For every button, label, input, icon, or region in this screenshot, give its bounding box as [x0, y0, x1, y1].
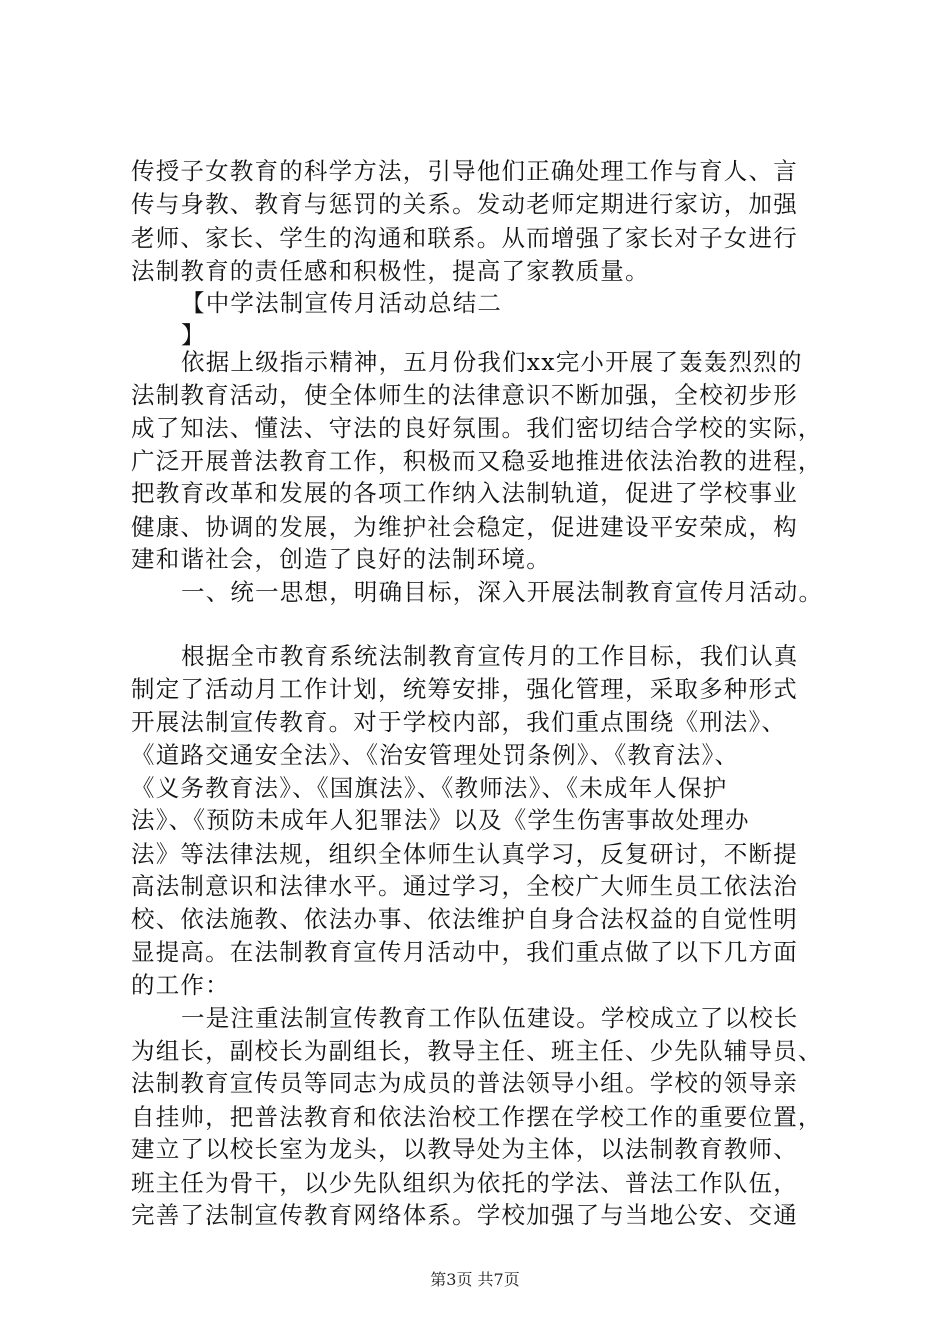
- text-line: 法制教育宣传员等同志为成员的普法领导小组。学校的领导亲: [131, 1069, 798, 1097]
- text-line: 建立了以校长室为龙头，以教导处为主体，以法制教育教师、: [131, 1135, 798, 1163]
- text-line: 法》、《预防未成年人犯罪法》以及《学生伤害事故处理办: [131, 806, 750, 834]
- text-line: 法制教育的责任感和积极性，提高了家教质量。: [131, 257, 650, 285]
- text-line: 广泛开展普法教育工作，积极而又稳妥地推进依法治教的进程，: [131, 447, 823, 475]
- section-heading-bracket: 】: [181, 321, 206, 349]
- text-line: 高法制意识和法律水平。通过学习，全校广大师生员工依法治: [131, 872, 798, 900]
- text-line: 自挂帅，把普法教育和依法治校工作摆在学校工作的重要位置，: [131, 1103, 823, 1131]
- text-line: 《义务教育法》、《国旗法》、《教师法》、《未成年人保护: [131, 774, 728, 802]
- text-line: 根据全市教育系统法制教育宣传月的工作目标，我们认真: [181, 642, 799, 670]
- text-line: 成了知法、懂法、守法的良好氛围。我们密切结合学校的实际，: [131, 414, 823, 442]
- text-line: 完善了法制宣传教育网络体系。学校加强了与当地公安、交通: [131, 1201, 798, 1229]
- text-line: 开展法制宣传教育。对于学校内部，我们重点围绕《刑法》、: [131, 708, 787, 736]
- text-line: 依据上级指示精神，五月份我们xx完小开展了轰轰烈烈的: [181, 348, 803, 376]
- text-line: 为组长，副校长为副组长，教导主任、班主任、少先队辅导员、: [131, 1037, 823, 1065]
- text-line: 健康、协调的发展，为维护社会稳定，促进建设平安荣成，构: [131, 513, 798, 541]
- text-line: 传与身教、教育与惩罚的关系。发动老师定期进行家访，加强: [131, 190, 798, 218]
- text-line: 显提高。在法制教育宣传月活动中，我们重点做了以下几方面: [131, 938, 798, 966]
- page-number-footer: 第3页 共7页: [430, 1270, 520, 1289]
- text-line: 法》等法律法规，组织全体师生认真学习，反复研讨，不断提: [131, 840, 798, 868]
- text-line: 一是注重法制宣传教育工作队伍建设。学校成立了以校长: [181, 1004, 799, 1032]
- text-line: 班主任为骨干，以少先队组织为依托的学法、普法工作队伍，: [131, 1169, 798, 1197]
- text-line: 法制教育活动，使全体师生的法律意识不断加强，全校初步形: [131, 381, 798, 409]
- text-line: 把教育改革和发展的各项工作纳入法制轨道，促进了学校事业: [131, 479, 798, 507]
- text-line: 校、依法施教、依法办事、依法维护自身合法权益的自觉性明: [131, 905, 798, 933]
- text-line: 《道路交通安全法》、《治安管理处罚条例》、《教育法》、: [131, 741, 740, 769]
- section-heading: 【中学法制宣传月活动总结二: [181, 289, 503, 317]
- subheading: 一、统一思想，明确目标，深入开展法制教育宣传月活动。: [181, 578, 824, 606]
- text-line: 制定了活动月工作计划，统筹安排，强化管理，采取多种形式: [131, 675, 798, 703]
- text-line: 建和谐社会，创造了良好的法制环境。: [131, 545, 551, 573]
- text-line: 老师、家长、学生的沟通和联系。从而增强了家长对子女进行: [131, 224, 798, 252]
- text-line: 的工作：: [131, 971, 230, 999]
- text-line: 传授子女教育的科学方法，引导他们正确处理工作与育人、言: [131, 157, 798, 185]
